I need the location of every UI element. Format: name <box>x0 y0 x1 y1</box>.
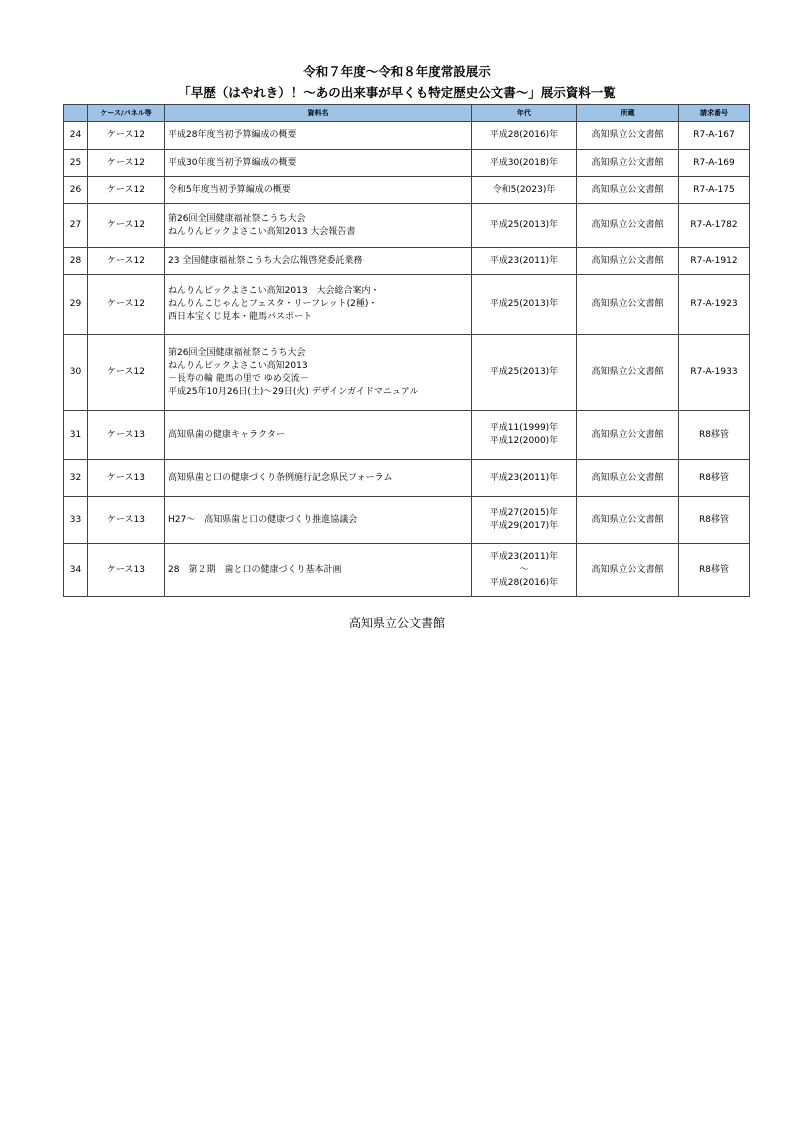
era-line: 平成28(2016)年 <box>489 577 559 588</box>
document-name-line: ねんりんピックよさこい高知2013 大会報告書 <box>168 226 356 237</box>
era-line: 平成23(2011)年 <box>489 255 559 266</box>
era-line: 平成25(2013)年 <box>489 367 559 377</box>
era-line: 平成28(2016)年 <box>489 130 559 140</box>
document-name-line: 第26回全国健康福祉祭こうち大会 <box>168 213 306 224</box>
era-cell <box>472 177 577 204</box>
page-title: 令和７年度～令和８年度常設展示 <box>303 64 491 79</box>
location-cell: 高知県立公文書館 <box>577 122 679 150</box>
header-location: 所蔵 <box>577 105 679 122</box>
case-cell: ケース12 <box>88 150 165 177</box>
document-name-cell <box>165 248 472 275</box>
case-cell: ケース12 <box>88 122 165 150</box>
case-cell: ケース12 <box>88 335 165 411</box>
location-cell: 高知県立公文書館 <box>577 275 679 335</box>
call-number-cell: R8移管 <box>679 411 750 460</box>
era-line: 平成27(2015)年 <box>489 508 559 518</box>
call-number-cell: R8移管 <box>679 460 750 497</box>
document-name-cell <box>165 460 472 497</box>
case-cell: ケース13 <box>88 544 165 597</box>
document-name-line: 高知県歯と口の健康づくり条例施行記念県民フォーラム <box>168 472 393 483</box>
case-cell: ケース12 <box>88 275 165 335</box>
row-number: 33 <box>64 497 88 544</box>
location-cell: 高知県立公文書館 <box>577 248 679 275</box>
era-line: ～ <box>519 564 529 575</box>
document-name-cell <box>165 275 472 335</box>
table-row <box>64 460 750 497</box>
header-name: 資料名 <box>165 105 472 122</box>
document-name-line: 第26回全国健康福祉祭こうち大会 <box>168 347 306 358</box>
header-call-number: 請求番号 <box>679 105 750 122</box>
era-cell <box>472 275 577 335</box>
location-cell: 高知県立公文書館 <box>577 204 679 248</box>
document-name-line: 平成25年10月26日(土)～29日(火) デザインガイドマニュアル <box>168 386 419 397</box>
document-name-line: H27～ 高知県歯と口の健康づくり推進協議会 <box>168 514 358 525</box>
call-number-cell: R8移管 <box>679 544 750 597</box>
era-line: 平成11(1999)年 <box>489 423 559 433</box>
call-number-cell: R7-A-167 <box>679 122 750 150</box>
location-cell: 高知県立公文書館 <box>577 411 679 460</box>
table-row <box>64 335 750 411</box>
era-cell <box>472 150 577 177</box>
location-cell: 高知県立公文書館 <box>577 497 679 544</box>
table-row <box>64 411 750 460</box>
call-number-cell: R7-A-1912 <box>679 248 750 275</box>
era-cell <box>472 204 577 248</box>
header-era: 年代 <box>472 105 577 122</box>
era-line: 平成25(2013)年 <box>489 220 559 230</box>
document-name-line: 23 全国健康福祉祭こうち大会広報啓発委託業務 <box>168 255 363 266</box>
table-row <box>64 204 750 248</box>
document-name-line: 令和5年度当初予算編成の概要 <box>168 184 291 195</box>
location-cell: 高知県立公文書館 <box>577 460 679 497</box>
document-name-line: ねんりんピックよさこい高知2013 <box>168 360 308 371</box>
case-cell: ケース12 <box>88 204 165 248</box>
document-name-cell <box>165 411 472 460</box>
document-name-line: －長寿の輪 龍馬の里で ゆめ交流－ <box>168 373 309 384</box>
document-name-cell <box>165 150 472 177</box>
table-row <box>64 248 750 275</box>
table-header-row <box>64 105 750 122</box>
document-name-cell <box>165 335 472 411</box>
call-number-cell: R8移管 <box>679 497 750 544</box>
era-cell <box>472 460 577 497</box>
page-subtitle: 「早歴（はやれき）！～あの出来事が早くも特定歴史公文書～」展示資料一覧 <box>178 85 616 100</box>
era-cell <box>472 248 577 275</box>
table-row <box>64 497 750 544</box>
header-no <box>64 105 88 122</box>
document-name-line: 西日本宝くじ見本・龍馬パスポート <box>168 312 313 322</box>
call-number-cell: R7-A-169 <box>679 150 750 177</box>
call-number-cell: R7-A-1782 <box>679 204 750 248</box>
call-number-cell: R7-A-1923 <box>679 275 750 335</box>
header-case: ケース/パネル等 <box>88 105 165 122</box>
document-name-line: 高知県歯の健康キャラクター <box>168 429 285 440</box>
document-name-cell <box>165 177 472 204</box>
row-number: 34 <box>64 544 88 597</box>
footer-org: 高知県立公文書館 <box>348 616 445 630</box>
row-number: 30 <box>64 335 88 411</box>
era-line: 平成12(2000)年 <box>489 436 559 446</box>
era-cell <box>472 544 577 597</box>
era-line: 平成23(2011)年 <box>489 551 559 562</box>
era-line: 平成23(2011)年 <box>489 472 559 483</box>
exhibit-list-table <box>63 104 750 597</box>
row-number: 25 <box>64 150 88 177</box>
row-number: 32 <box>64 460 88 497</box>
location-cell: 高知県立公文書館 <box>577 335 679 411</box>
era-cell <box>472 497 577 544</box>
location-cell: 高知県立公文書館 <box>577 544 679 597</box>
era-cell <box>472 122 577 150</box>
era-cell <box>472 335 577 411</box>
table-row <box>64 122 750 150</box>
document-name-line: 平成30年度当初予算編成の概要 <box>168 157 297 168</box>
row-number: 31 <box>64 411 88 460</box>
call-number-cell: R7-A-175 <box>679 177 750 204</box>
document-name-line: ねんりんピックよさこい高知2013 大会総合案内・ <box>168 286 380 296</box>
document-name-line: 平成28年度当初予算編成の概要 <box>168 130 297 140</box>
document-name-cell <box>165 544 472 597</box>
document-name-cell <box>165 204 472 248</box>
table-row <box>64 150 750 177</box>
table-row <box>64 177 750 204</box>
row-number: 27 <box>64 204 88 248</box>
era-cell <box>472 411 577 460</box>
case-cell: ケース13 <box>88 460 165 497</box>
case-cell: ケース12 <box>88 177 165 204</box>
call-number-cell: R7-A-1933 <box>679 335 750 411</box>
case-cell: ケース13 <box>88 411 165 460</box>
era-line: 平成29(2017)年 <box>489 521 559 531</box>
table-row <box>64 544 750 597</box>
location-cell: 高知県立公文書館 <box>577 150 679 177</box>
row-number: 29 <box>64 275 88 335</box>
row-number: 24 <box>64 122 88 150</box>
document-name-cell <box>165 497 472 544</box>
table-row <box>64 275 750 335</box>
era-line: 令和5(2023)年 <box>492 184 556 195</box>
era-line: 平成25(2013)年 <box>489 299 559 309</box>
location-cell: 高知県立公文書館 <box>577 177 679 204</box>
case-cell: ケース12 <box>88 248 165 275</box>
document-name-cell <box>165 122 472 150</box>
era-line: 平成30(2018)年 <box>489 157 559 168</box>
row-number: 26 <box>64 177 88 204</box>
case-cell: ケース13 <box>88 497 165 544</box>
document-name-line: 28 第２期 歯と口の健康づくり基本計画 <box>168 564 342 575</box>
document-name-line: ねんりんこじゃんとフェスタ・リーフレット(2種)・ <box>168 299 378 309</box>
row-number: 28 <box>64 248 88 275</box>
